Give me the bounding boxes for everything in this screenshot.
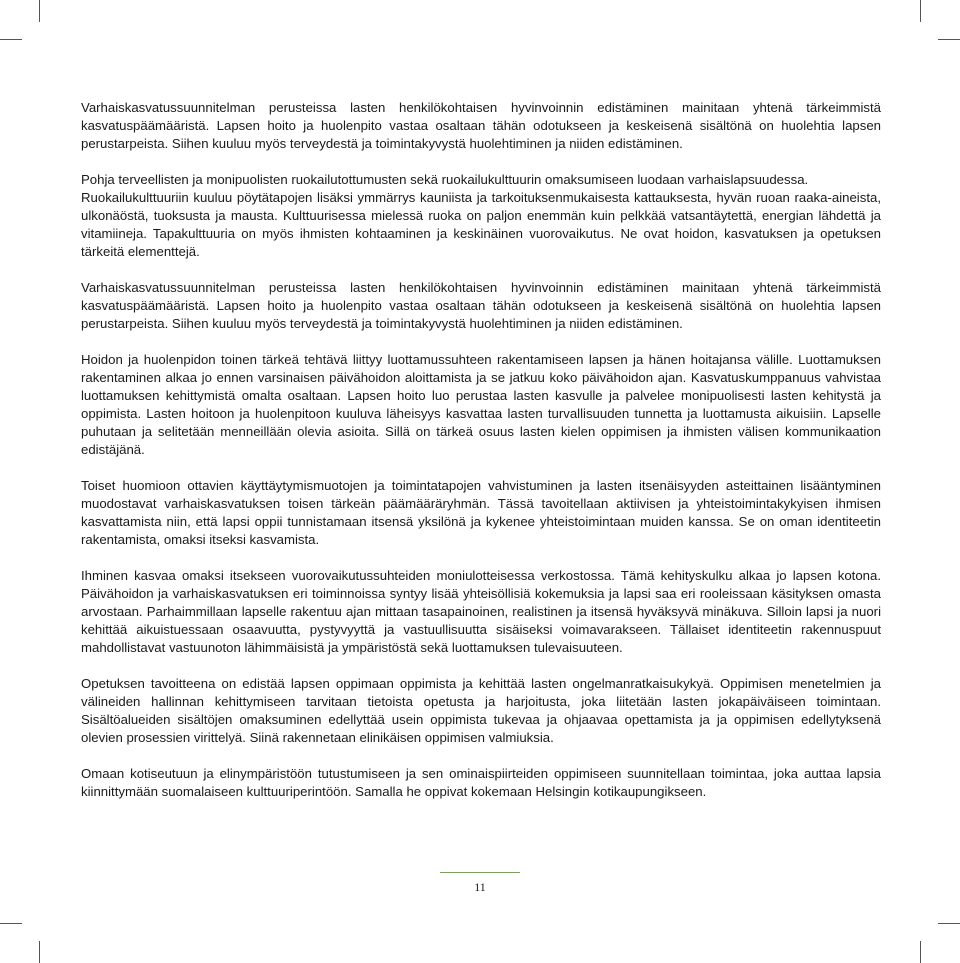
paragraph-7: Ihminen kasvaa omaksi itsekseen vuorovaikutussuhteiden moniulotteisessa verkostossa. Tämä kehityskulku alkaa jo lapsen kotona. Päivähoidon ja varhaiskasvatuksen eri toiminnoissa syntyy lisää yhteisöllisiä kokemuksia ja lapsi saa eri rooleissaan käsityksen omasta arvostaan. Parhaimmillaan lapselle rakentuu ajan mittaan tasapainoinen, realistinen ja itsensä hyväksyvä minäkuva. Silloin lapsi ja nuori kehittää aikuistuessaan osaavuutta, pystyvyyttä ja vastuullisuutta sisäiseksi voimavarakseen. Tällaiset identiteetin rakennuspuut mahdollistavat vastuunoton lähimmäisistä ja ympäristöstä sekä luottamuksen tulevaisuuteen. bbox=[81, 568, 881, 655]
paragraph-6: Toiset huomioon ottavien käyttäytymismuotojen ja toimintatapojen vahvistuminen ja lasten itsenäisyyden asteittainen lisääntyminen muodostavat varhaiskasvatuksen toisen tärkeän päämääräryhmän. Tässä tavoitellaan aktiivisen ja yhteistoimintakykyisen ihmisen kasvattamista niin, että lapsi oppii tunnistamaan itsensä yksilönä ja kykenee yhteistoimintaan muiden kanssa. Se on oman identiteetin rakentamista, omaksi itseksi kasvamista. bbox=[81, 478, 881, 547]
paragraph-8: Opetuksen tavoitteena on edistää lapsen oppimaan oppimista ja kehittää lasten ongelmanratkaisukykyä. Oppimisen menetelmien ja välineiden hallinnan kehittymiseen tarvitaan tietoista opetusta ja harjoitusta, joka liitetään lasten jokapäiväiseen toimintaan. Sisältöalueiden sisältöjen omaksuminen edellyttää usein oppimista tukevaa ja ohjaavaa opettamista ja ja oppimisen edellytyksenä olevien prosessien virittelyä. Siinä rakennetaan elinikäisen oppimisen valmiuksia. bbox=[81, 676, 881, 745]
paragraph-5: Hoidon ja huolenpidon toinen tärkeä tehtävä liittyy luottamussuhteen rakentamiseen lapsen ja hänen hoitajansa välille. Luottamuksen rakentaminen alkaa jo ennen varsinaisen päivähoidon aloittamista ja se jatkuu koko päivähoidon ajan. Kasvatuskumppanuus vahvistaa luottamuksen kehittymistä omalta osaltaan. Lapsen hoito luo perustaa lasten kasvulle ja palvelee monipuolisesti lasten kehitystä ja oppimista. Lasten hoitoon ja huolenpitoon kuuluva läheisyys kasvattaa lasten turvallisuuden tunnetta ja luottamusta aikuisiin. Lapselle puhutaan ja selitetään menneillään olevia asioita. Sillä on tärkeä osuus lasten kielen oppimisen ja ihmisten välisen kommunikaation edistäjänä. bbox=[81, 352, 881, 457]
paragraph-4: Varhaiskasvatussuunnitelman perusteissa lasten henkilökohtaisen hyvinvoinnin edistäminen mainitaan yhtenä tärkeimmistä kasvatuspäämääristä. Lapsen hoito ja huolenpito vastaa osaltaan tähän odotukseen ja keskeisenä sisältönä on huolehtia lapsen perustarpeista. Siihen kuuluu myös terveydestä ja toimintakyvystä huolehtiminen ja niiden edistäminen. bbox=[81, 280, 881, 331]
crop-mark-top-right bbox=[920, 0, 921, 22]
crop-mark-bottom-left-horizontal bbox=[0, 923, 22, 924]
paragraph-2: Pohja terveellisten ja monipuolisten ruokailutottumusten sekä ruokailukulttuurin omaksumiseen luodaan varhaislapsuudessa. bbox=[81, 172, 809, 187]
crop-mark-bottom-right bbox=[920, 941, 921, 963]
body-text bbox=[81, 99, 881, 819]
paragraph-1: Varhaiskasvatussuunnitelman perusteissa lasten henkilökohtaisen hyvinvoinnin edistäminen mainitaan yhtenä tärkeimmistä kasvatuspäämääristä. Lapsen hoito ja huolenpito vastaa osaltaan tähän odotukseen ja keskeisenä sisältönä on huolehtia lapsen perustarpeista. Siihen kuuluu myös terveydestä ja toimintakyvystä huolehtiminen ja niiden edistäminen. bbox=[81, 100, 881, 151]
crop-mark-bottom-right-horizontal bbox=[938, 923, 960, 924]
page-number-rule bbox=[440, 872, 520, 873]
crop-mark-top-right-horizontal bbox=[938, 39, 960, 40]
crop-mark-top-left-horizontal bbox=[0, 39, 22, 40]
paragraph-9: Omaan kotiseutuun ja elinympäristöön tutustumiseen ja sen ominaispiirteiden oppimiseen suunnitellaan toimintaa, joka auttaa lapsia kiinnittymään suomalaiseen kulttuuriperintöön. Samalla he oppivat kokemaan Helsingin kotikaupungikseen. bbox=[81, 766, 881, 799]
crop-mark-bottom-left bbox=[39, 941, 40, 963]
paragraph-3: Ruokailukulttuuriin kuuluu pöytätapojen lisäksi ymmärrys kauniista ja tarkoituksenmukaisesta kattauksesta, hyvän ruoan raaka-aineista, ulkonäöstä, tuoksusta ja mausta. Kulttuurisessa mielessä ruoka on paljon enemmän kuin pelkkää vatsantäytettä, energian lähdettä ja vitamiineja. Tapakulttuuria on myös ihmisten kohtaaminen ja keskinäinen vuorovaikutus. Ne ovat hoidon, kasvatuksen ja opetuksen tärkeitä elementtejä. bbox=[81, 190, 881, 259]
page-number: 11 bbox=[474, 880, 486, 894]
crop-mark-top-left bbox=[39, 0, 40, 22]
